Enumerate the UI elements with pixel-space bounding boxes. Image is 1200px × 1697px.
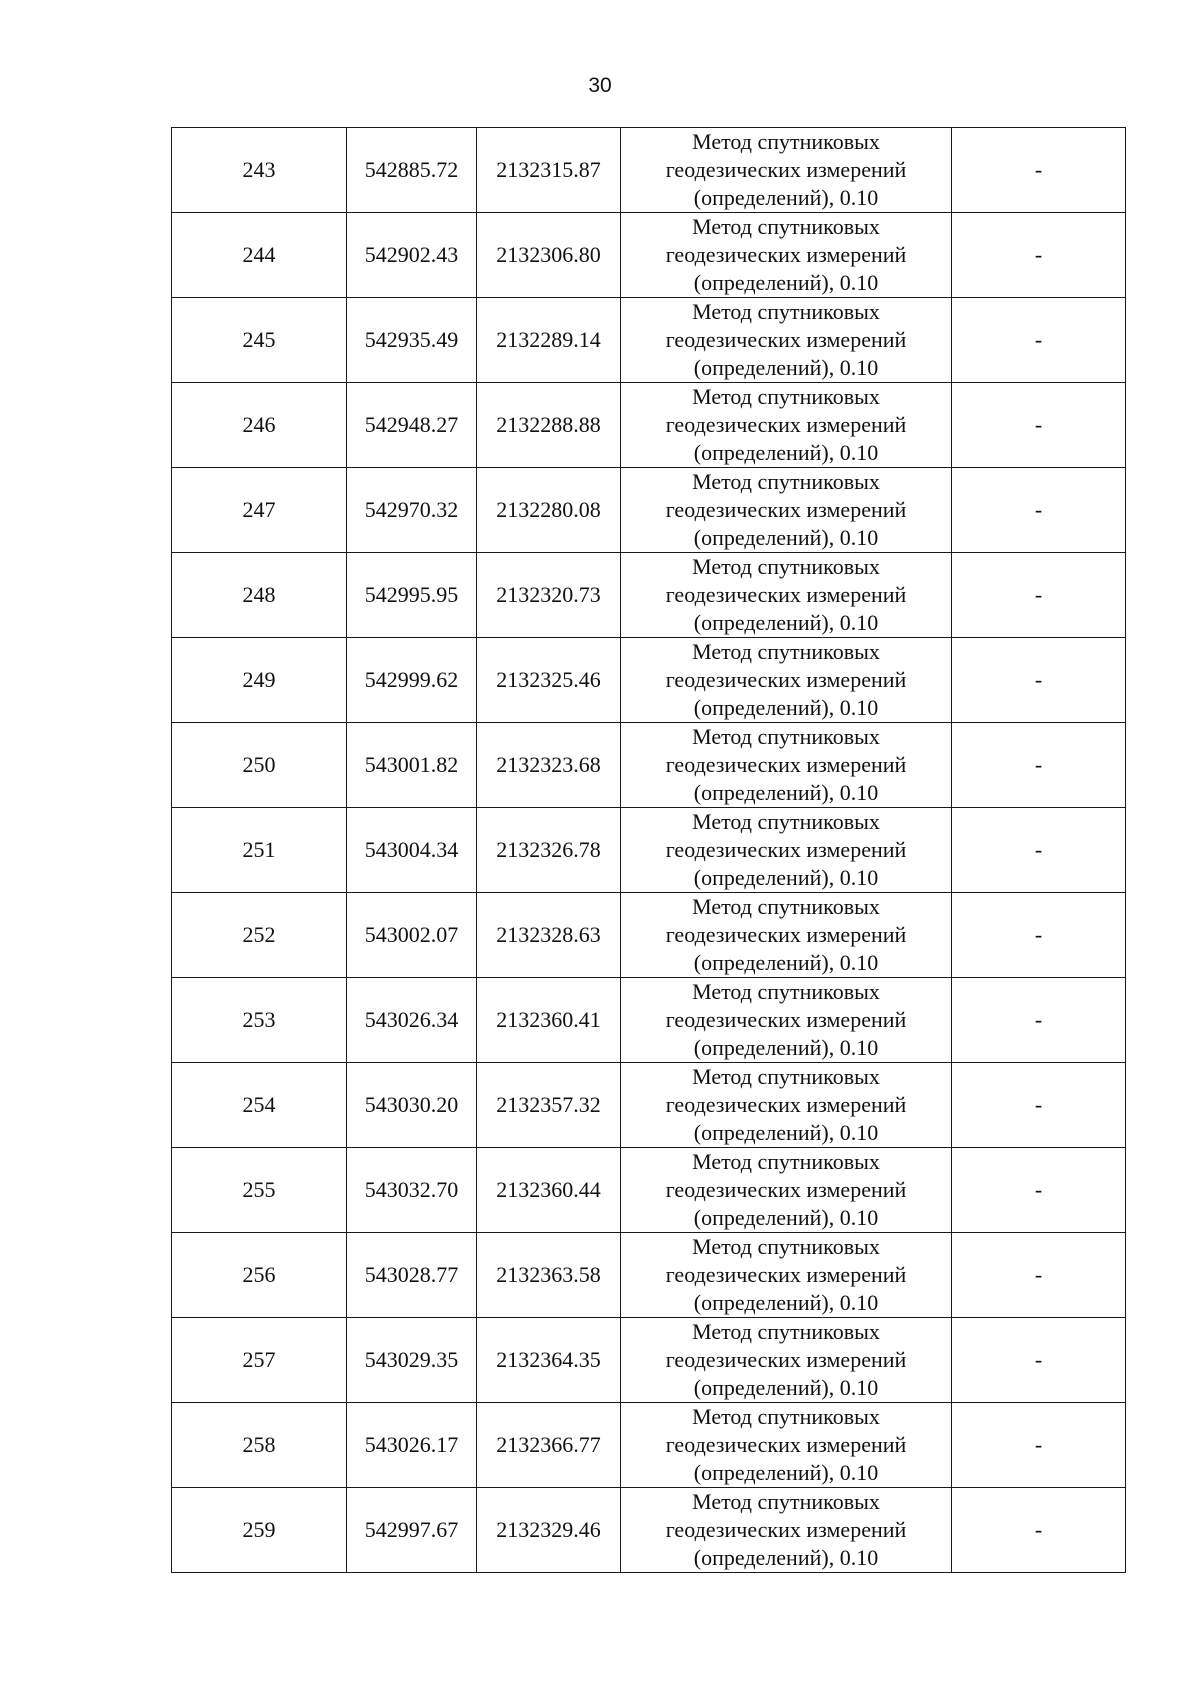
y-coordinate-cell: 2132320.73	[477, 553, 621, 638]
method-line: геодезических измерений	[665, 1517, 907, 1542]
method-cell	[621, 128, 952, 213]
method-line: геодезических измерений	[665, 327, 907, 352]
point-number-cell: 248	[172, 553, 347, 638]
table-row	[172, 553, 1126, 638]
table-row	[172, 1148, 1126, 1233]
point-number-cell: 255	[172, 1148, 347, 1233]
method-line: Метод спутниковых	[692, 639, 880, 664]
method-line: геодезических измерений	[665, 412, 907, 437]
table-row	[172, 1063, 1126, 1148]
table-row	[172, 1318, 1126, 1403]
method-line: (определений), 0.10	[693, 610, 879, 635]
x-coordinate-cell: 543001.82	[347, 723, 477, 808]
note-cell: -	[952, 893, 1126, 978]
method-cell	[621, 553, 952, 638]
method-line: (определений), 0.10	[693, 355, 879, 380]
method-cell	[621, 1488, 952, 1573]
x-coordinate-cell: 543032.70	[347, 1148, 477, 1233]
y-coordinate-cell: 2132306.80	[477, 213, 621, 298]
method-cell	[621, 1148, 952, 1233]
method-line: Метод спутниковых	[692, 724, 880, 749]
method-line: геодезических измерений	[665, 1177, 907, 1202]
page-number: 30	[588, 74, 612, 97]
method-line: геодезических измерений	[665, 157, 907, 182]
method-line: (определений), 0.10	[693, 865, 879, 890]
method-line: (определений), 0.10	[693, 780, 879, 805]
point-number-cell: 244	[172, 213, 347, 298]
method-line: Метод спутниковых	[692, 469, 880, 494]
point-number-cell: 259	[172, 1488, 347, 1573]
method-line: геодезических измерений	[665, 1347, 907, 1372]
point-number-cell: 254	[172, 1063, 347, 1148]
table-row	[172, 468, 1126, 553]
x-coordinate-cell: 542997.67	[347, 1488, 477, 1573]
x-coordinate-cell: 542995.95	[347, 553, 477, 638]
y-coordinate-cell: 2132360.41	[477, 978, 621, 1063]
method-line: (определений), 0.10	[693, 270, 879, 295]
method-line: Метод спутниковых	[692, 384, 880, 409]
note-cell: -	[952, 1403, 1126, 1488]
method-line: Метод спутниковых	[692, 1489, 880, 1514]
x-coordinate-cell: 542948.27	[347, 383, 477, 468]
method-line: (определений), 0.10	[693, 525, 879, 550]
method-line: (определений), 0.10	[693, 440, 879, 465]
method-line: Метод спутниковых	[692, 894, 880, 919]
method-line: (определений), 0.10	[693, 185, 879, 210]
note-cell: -	[952, 383, 1126, 468]
note-cell: -	[952, 1233, 1126, 1318]
point-number-cell: 250	[172, 723, 347, 808]
method-cell	[621, 638, 952, 723]
y-coordinate-cell: 2132323.68	[477, 723, 621, 808]
table-row	[172, 1488, 1126, 1573]
method-line: Метод спутниковых	[692, 299, 880, 324]
method-line: Метод спутниковых	[692, 1234, 880, 1259]
x-coordinate-cell: 542885.72	[347, 128, 477, 213]
method-line: Метод спутниковых	[692, 1319, 880, 1344]
method-line: геодезических измерений	[665, 922, 907, 947]
y-coordinate-cell: 2132289.14	[477, 298, 621, 383]
method-line: геодезических измерений	[665, 1007, 907, 1032]
coordinates-table	[171, 127, 1126, 1573]
method-cell	[621, 1318, 952, 1403]
y-coordinate-cell: 2132364.35	[477, 1318, 621, 1403]
point-number-cell: 257	[172, 1318, 347, 1403]
point-number-cell: 247	[172, 468, 347, 553]
table-row	[172, 128, 1126, 213]
point-number-cell: 253	[172, 978, 347, 1063]
method-line: Метод спутниковых	[692, 1149, 880, 1174]
method-line: Метод спутниковых	[692, 554, 880, 579]
table-row	[172, 978, 1126, 1063]
x-coordinate-cell: 542935.49	[347, 298, 477, 383]
method-line: (определений), 0.10	[693, 950, 879, 975]
table-row	[172, 1233, 1126, 1318]
x-coordinate-cell: 543029.35	[347, 1318, 477, 1403]
y-coordinate-cell: 2132328.63	[477, 893, 621, 978]
x-coordinate-cell: 543002.07	[347, 893, 477, 978]
y-coordinate-cell: 2132315.87	[477, 128, 621, 213]
y-coordinate-cell: 2132325.46	[477, 638, 621, 723]
method-cell	[621, 1233, 952, 1318]
method-line: Метод спутниковых	[692, 214, 880, 239]
method-line: (определений), 0.10	[693, 1545, 879, 1570]
y-coordinate-cell: 2132280.08	[477, 468, 621, 553]
y-coordinate-cell: 2132360.44	[477, 1148, 621, 1233]
method-line: геодезических измерений	[665, 752, 907, 777]
table-row	[172, 638, 1126, 723]
method-line: геодезических измерений	[665, 667, 907, 692]
note-cell: -	[952, 1318, 1126, 1403]
method-line: геодезических измерений	[665, 1262, 907, 1287]
x-coordinate-cell: 543028.77	[347, 1233, 477, 1318]
y-coordinate-cell: 2132326.78	[477, 808, 621, 893]
point-number-cell: 245	[172, 298, 347, 383]
y-coordinate-cell: 2132357.32	[477, 1063, 621, 1148]
method-line: Метод спутниковых	[692, 1064, 880, 1089]
method-line: Метод спутниковых	[692, 129, 880, 154]
method-cell	[621, 298, 952, 383]
method-cell	[621, 1403, 952, 1488]
point-number-cell: 249	[172, 638, 347, 723]
note-cell: -	[952, 808, 1126, 893]
table-row	[172, 808, 1126, 893]
note-cell: -	[952, 468, 1126, 553]
y-coordinate-cell: 2132366.77	[477, 1403, 621, 1488]
method-line: Метод спутниковых	[692, 979, 880, 1004]
method-cell	[621, 808, 952, 893]
note-cell: -	[952, 298, 1126, 383]
note-cell: -	[952, 638, 1126, 723]
y-coordinate-cell: 2132363.58	[477, 1233, 621, 1318]
table-row	[172, 383, 1126, 468]
x-coordinate-cell: 543026.34	[347, 978, 477, 1063]
method-line: геодезических измерений	[665, 497, 907, 522]
method-cell	[621, 893, 952, 978]
table-row	[172, 893, 1126, 978]
method-line: геодезических измерений	[665, 582, 907, 607]
point-number-cell: 246	[172, 383, 347, 468]
x-coordinate-cell: 542902.43	[347, 213, 477, 298]
note-cell: -	[952, 553, 1126, 638]
method-line: Метод спутниковых	[692, 1404, 880, 1429]
method-line: геодезических измерений	[665, 837, 907, 862]
note-cell: -	[952, 723, 1126, 808]
method-line: геодезических измерений	[665, 1432, 907, 1457]
note-cell: -	[952, 978, 1126, 1063]
method-line: (определений), 0.10	[693, 1375, 879, 1400]
method-cell	[621, 383, 952, 468]
table-row	[172, 723, 1126, 808]
method-cell	[621, 213, 952, 298]
x-coordinate-cell: 542970.32	[347, 468, 477, 553]
method-cell	[621, 978, 952, 1063]
method-line: (определений), 0.10	[693, 1120, 879, 1145]
method-cell	[621, 1063, 952, 1148]
x-coordinate-cell: 543026.17	[347, 1403, 477, 1488]
y-coordinate-cell: 2132329.46	[477, 1488, 621, 1573]
method-line: Метод спутниковых	[692, 809, 880, 834]
y-coordinate-cell: 2132288.88	[477, 383, 621, 468]
note-cell: -	[952, 1063, 1126, 1148]
method-cell	[621, 468, 952, 553]
method-line: геодезических измерений	[665, 242, 907, 267]
x-coordinate-cell: 542999.62	[347, 638, 477, 723]
method-line: (определений), 0.10	[693, 1205, 879, 1230]
x-coordinate-cell: 543004.34	[347, 808, 477, 893]
note-cell: -	[952, 1148, 1126, 1233]
table-row	[172, 298, 1126, 383]
method-line: (определений), 0.10	[693, 695, 879, 720]
point-number-cell: 256	[172, 1233, 347, 1318]
method-cell	[621, 723, 952, 808]
table-row	[172, 213, 1126, 298]
method-line: (определений), 0.10	[693, 1035, 879, 1060]
point-number-cell: 243	[172, 128, 347, 213]
point-number-cell: 252	[172, 893, 347, 978]
note-cell: -	[952, 1488, 1126, 1573]
method-line: геодезических измерений	[665, 1092, 907, 1117]
method-line: (определений), 0.10	[693, 1460, 879, 1485]
note-cell: -	[952, 128, 1126, 213]
table-body	[172, 128, 1126, 1573]
x-coordinate-cell: 543030.20	[347, 1063, 477, 1148]
note-cell: -	[952, 213, 1126, 298]
table-row	[172, 1403, 1126, 1488]
point-number-cell: 258	[172, 1403, 347, 1488]
method-line: (определений), 0.10	[693, 1290, 879, 1315]
point-number-cell: 251	[172, 808, 347, 893]
